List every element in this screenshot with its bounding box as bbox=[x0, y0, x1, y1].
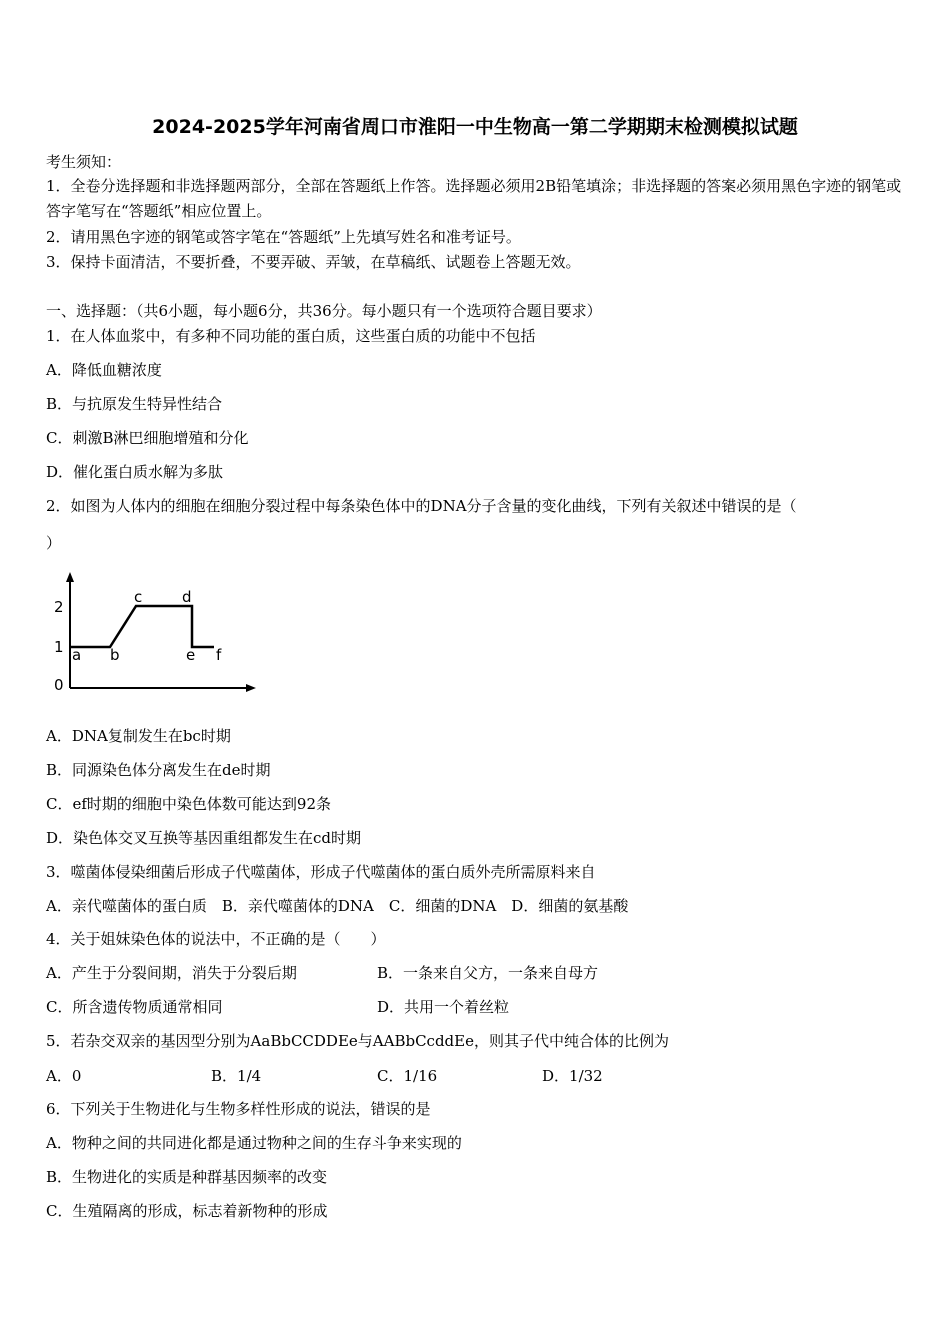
q2-stem-end: ） bbox=[46, 534, 62, 552]
q2-option-c: C．ef时期的细胞中染色体数可能达到92条 bbox=[46, 795, 331, 813]
q6-option-a: A．物种之间的共同进化都是通过物种之间的生存斗争来实现的 bbox=[46, 1134, 462, 1152]
page-title: 2024-2025学年河南省周口市淮阳一中生物高一第二学期期末检测模拟试题 bbox=[152, 116, 798, 138]
q5-option-a: A．0 bbox=[46, 1067, 82, 1085]
q4-stem: 4．关于姐妹染色体的说法中，不正确的是（ ） bbox=[46, 930, 386, 948]
q4-option-d: D．共用一个着丝粒 bbox=[377, 998, 510, 1016]
q1-option-a: A．降低血糖浓度 bbox=[46, 361, 162, 379]
section-heading: 一、选择题：（共6小题，每小题6分，共36分。每小题只有一个选项符合题目要求） bbox=[46, 302, 602, 320]
y-tick-0: 0 bbox=[54, 676, 64, 694]
q3-options: A．亲代噬菌体的蛋白质 B．亲代噬菌体的DNA C．细菌的DNA D．细菌的氨基酸 bbox=[46, 897, 629, 915]
y-axis-arrow bbox=[66, 572, 74, 582]
q5-option-c: C．1/16 bbox=[377, 1067, 438, 1085]
x-axis-arrow bbox=[246, 684, 256, 692]
notice-item-2: 2．请用黑色字迹的钢笔或答字笔在“答题纸”上先填写姓名和准考证号。 bbox=[46, 228, 521, 246]
q5-option-d: D．1/32 bbox=[542, 1067, 603, 1085]
notice-heading: 考生须知： bbox=[46, 153, 122, 171]
q4-option-c: C．所含遗传物质通常相同 bbox=[46, 998, 223, 1016]
point-e: e bbox=[186, 646, 196, 664]
q4-option-b: B．一条来自父方，一条来自母方 bbox=[377, 964, 599, 982]
q6-option-c: C．生殖隔离的形成，标志着新物种的形成 bbox=[46, 1202, 328, 1220]
point-d: d bbox=[182, 588, 192, 606]
dna-curve bbox=[70, 606, 214, 647]
point-a: a bbox=[72, 646, 82, 664]
point-c: c bbox=[134, 588, 143, 606]
point-b: b bbox=[110, 646, 120, 664]
q1-option-d: D．催化蛋白质水解为多肽 bbox=[46, 463, 224, 481]
q3-stem: 3．噬菌体侵染细菌后形成子代噬菌体，形成子代噬菌体的蛋白质外壳所需原料来自 bbox=[46, 863, 596, 881]
q1-stem: 1．在人体血浆中，有多种不同功能的蛋白质，这些蛋白质的功能中不包括 bbox=[46, 327, 536, 345]
dna-content-graph bbox=[48, 570, 268, 700]
q4-option-a: A．产生于分裂间期，消失于分裂后期 bbox=[46, 964, 297, 982]
q2-option-a: A．DNA复制发生在bc时期 bbox=[46, 727, 231, 745]
q6-option-b: B．生物进化的实质是种群基因频率的改变 bbox=[46, 1168, 328, 1186]
q1-option-b: B．与抗原发生特异性结合 bbox=[46, 395, 223, 413]
q5-stem: 5．若杂交双亲的基因型分别为AaBbCCDDEe与AABbCcddEe，则其子代中纯合体的比例为 bbox=[46, 1032, 669, 1050]
notice-item-1: 1．全卷分选择题和非选择题两部分，全部在答题纸上作答。选择题必须用2B铅笔填涂；非选择题的答案必须用黑色字迹的钢笔或答字笔写在“答题纸”相应位置上。 bbox=[46, 177, 902, 220]
q2-option-b: B．同源染色体分离发生在de时期 bbox=[46, 761, 271, 779]
y-tick-1: 1 bbox=[54, 638, 64, 656]
q2-stem: 2．如图为人体内的细胞在细胞分裂过程中每条染色体中的DNA分子含量的变化曲线，下列有关叙述中错误的是（ bbox=[46, 497, 797, 515]
q6-stem: 6．下列关于生物进化与生物多样性形成的说法，错误的是 bbox=[46, 1100, 431, 1118]
q1-option-c: C．刺激B淋巴细胞增殖和分化 bbox=[46, 429, 249, 447]
y-tick-2: 2 bbox=[54, 598, 64, 616]
point-f: f bbox=[216, 646, 222, 664]
notice-item-3: 3．保持卡面清洁，不要折叠，不要弄破、弄皱，在草稿纸、试题卷上答题无效。 bbox=[46, 253, 581, 271]
q5-option-b: B．1/4 bbox=[211, 1067, 262, 1085]
q2-option-d: D．染色体交叉互换等基因重组都发生在cd时期 bbox=[46, 829, 362, 847]
